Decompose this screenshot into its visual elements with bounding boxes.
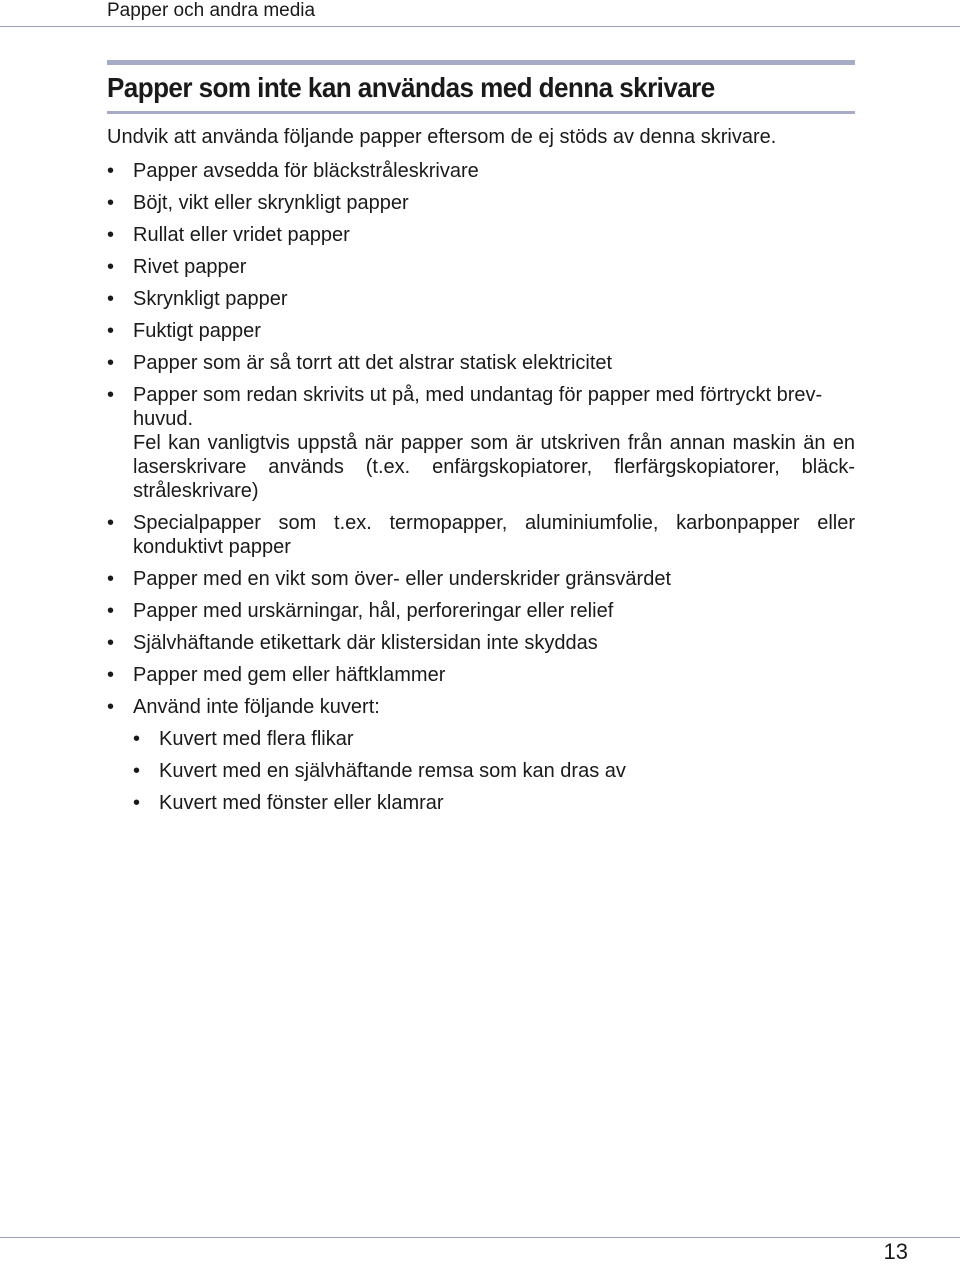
list-item-text: Papper som är så torrt att det alstrar statisk elektricitet — [133, 352, 613, 374]
list-item-text: Självhäftande etikettark där klistersidan inte skyddas — [133, 632, 598, 654]
section-title: Papper som inte kan användas med denna skrivare — [107, 72, 715, 103]
sublist-item — [133, 755, 855, 787]
bullet-icon: • — [107, 288, 115, 310]
list-item — [107, 155, 855, 187]
bullet-icon: • — [133, 728, 141, 750]
envelope-sublist — [133, 723, 855, 819]
list-item-text: Papper med gem eller häftklammer — [133, 664, 446, 686]
bullet-icon: • — [107, 600, 115, 622]
bullet-icon: • — [107, 568, 115, 590]
list-item-text: Papper avsedda för bläckstråleskrivare — [133, 160, 479, 182]
list-item-text: Rullat eller vridet papper — [133, 224, 350, 246]
list-item — [107, 187, 855, 219]
running-header: Papper och andra media — [107, 0, 316, 21]
sublist-item-text: Kuvert med fönster eller klamrar — [159, 792, 444, 814]
list-item-text: Papper som redan skrivits ut på, med undantag för papper med förtryckt brev-huvud. — [133, 384, 823, 430]
bullet-icon: • — [107, 352, 115, 374]
list-item-text: Specialpapper som t.ex. termopapper, aluminiumfolie, karbonpapper eller konduktivt papper — [133, 512, 855, 558]
page-number: 13 — [883, 1239, 908, 1264]
bullet-icon: • — [107, 256, 115, 278]
title-bar-top — [107, 60, 855, 65]
list-item — [107, 563, 855, 595]
list-item — [107, 595, 855, 627]
list-item-text: Papper med en vikt som över- eller underskrider gränsvärdet — [133, 568, 672, 590]
header-rule — [0, 26, 960, 27]
bullet-icon: • — [107, 224, 115, 246]
list-item-text: Fuktigt papper — [133, 320, 261, 342]
sublist-item — [133, 787, 855, 819]
list-item-text: Papper med urskärningar, hål, perforeringar eller relief — [133, 600, 614, 622]
bullet-icon: • — [133, 760, 141, 782]
bullet-icon: • — [107, 320, 115, 342]
list-item — [107, 627, 855, 659]
list-item — [107, 283, 855, 315]
title-bar-bottom — [107, 111, 855, 114]
bullet-icon: • — [107, 192, 115, 214]
list-item — [107, 507, 855, 563]
list-item — [107, 659, 855, 691]
list-item-text: Skrynkligt papper — [133, 288, 288, 310]
list-item — [107, 251, 855, 283]
bullet-icon: • — [107, 512, 115, 534]
bullet-icon: • — [133, 792, 141, 814]
list-item — [107, 315, 855, 347]
footer-rule — [0, 1237, 960, 1238]
list-item — [107, 379, 855, 507]
bullet-icon: • — [107, 160, 115, 182]
list-item-note: Fel kan vanligtvis uppstå när papper som är utskriven från annan maskin än en laserskrivare används (t.ex. enfärgskopiatorer, flerfärgskopiatorer, bläck-stråleskrivare) — [133, 432, 855, 502]
list-item — [107, 691, 855, 823]
sublist-item-text: Kuvert med en självhäftande remsa som kan dras av — [159, 760, 626, 782]
list-item — [107, 347, 855, 379]
bullet-icon: • — [107, 664, 115, 686]
bullet-icon: • — [107, 384, 115, 406]
bullet-icon: • — [107, 696, 115, 718]
sublist-item — [133, 723, 855, 755]
bullet-icon: • — [107, 632, 115, 654]
intro-paragraph: Undvik att använda följande papper eftersom de ej stöds av denna skrivare. — [107, 126, 777, 148]
list-item-text: Använd inte följande kuvert: — [133, 696, 380, 718]
sublist-item-text: Kuvert med flera flikar — [159, 728, 354, 750]
list-item-text: Böjt, vikt eller skrynkligt papper — [133, 192, 409, 214]
list-item-text: Rivet papper — [133, 256, 247, 278]
unsupported-paper-list — [107, 155, 855, 823]
list-item — [107, 219, 855, 251]
